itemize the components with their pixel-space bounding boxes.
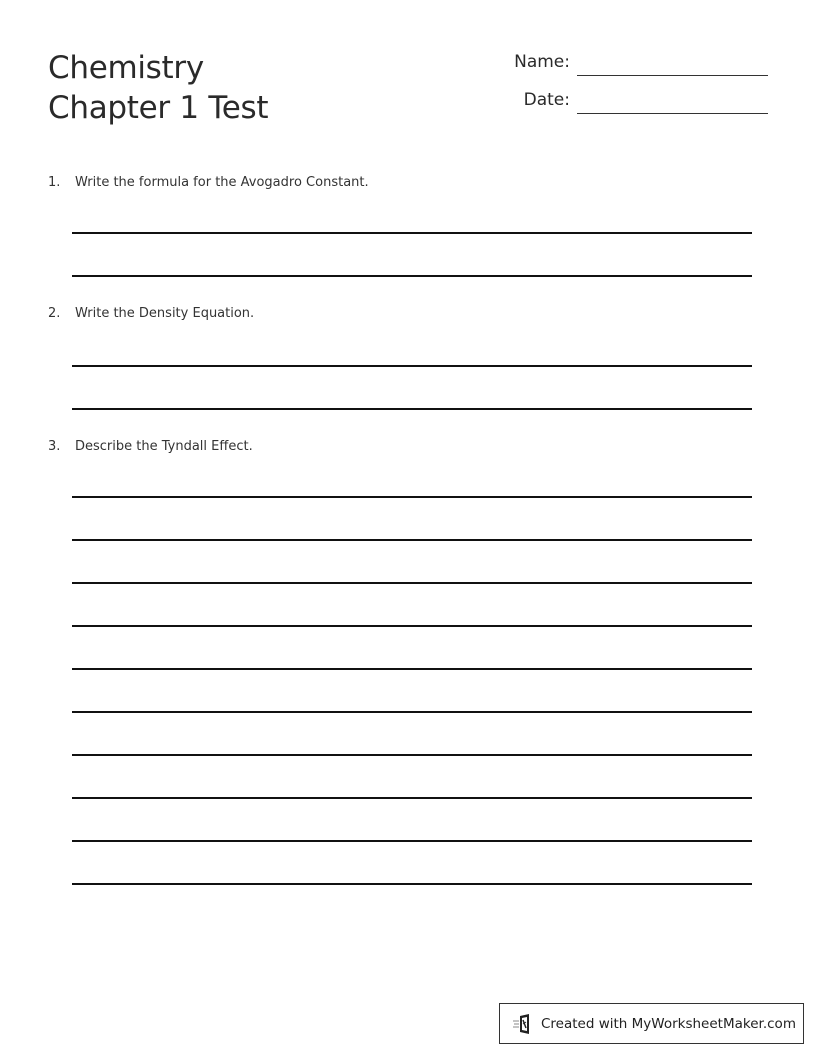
answer-line[interactable] <box>72 668 752 670</box>
answer-line[interactable] <box>72 883 752 885</box>
name-field[interactable] <box>500 50 768 80</box>
question-text: Describe the Tyndall Effect. <box>75 439 253 454</box>
footer-badge[interactable] <box>499 1003 804 1044</box>
answer-line[interactable] <box>72 365 752 367</box>
answer-line[interactable] <box>72 275 752 277</box>
answer-line[interactable] <box>72 232 752 234</box>
title-line-2: Chapter 1 Test <box>48 90 269 126</box>
question-number: 1. <box>48 175 61 190</box>
answer-line[interactable] <box>72 625 752 627</box>
answer-line[interactable] <box>72 496 752 498</box>
answer-line[interactable] <box>72 840 752 842</box>
title-line-1: Chemistry <box>48 50 204 86</box>
answer-line[interactable] <box>72 754 752 756</box>
date-label: Date: <box>523 90 570 110</box>
answer-line[interactable] <box>72 582 752 584</box>
page-title <box>48 48 268 128</box>
date-blank-line[interactable] <box>577 113 768 114</box>
answer-line[interactable] <box>72 408 752 410</box>
name-blank-line[interactable] <box>577 75 768 76</box>
answer-line[interactable] <box>72 797 752 799</box>
footer-text[interactable]: Created with MyWorksheetMaker.com <box>541 1015 796 1032</box>
answer-line[interactable] <box>72 539 752 541</box>
worksheet-maker-logo-icon <box>512 1013 534 1035</box>
question-text: Write the formula for the Avogadro Constant. <box>75 175 369 190</box>
date-field[interactable] <box>500 88 768 118</box>
name-label: Name: <box>514 52 570 72</box>
answer-line[interactable] <box>72 711 752 713</box>
question-number: 2. <box>48 306 61 321</box>
question-text: Write the Density Equation. <box>75 306 255 321</box>
question-number: 3. <box>48 439 61 454</box>
